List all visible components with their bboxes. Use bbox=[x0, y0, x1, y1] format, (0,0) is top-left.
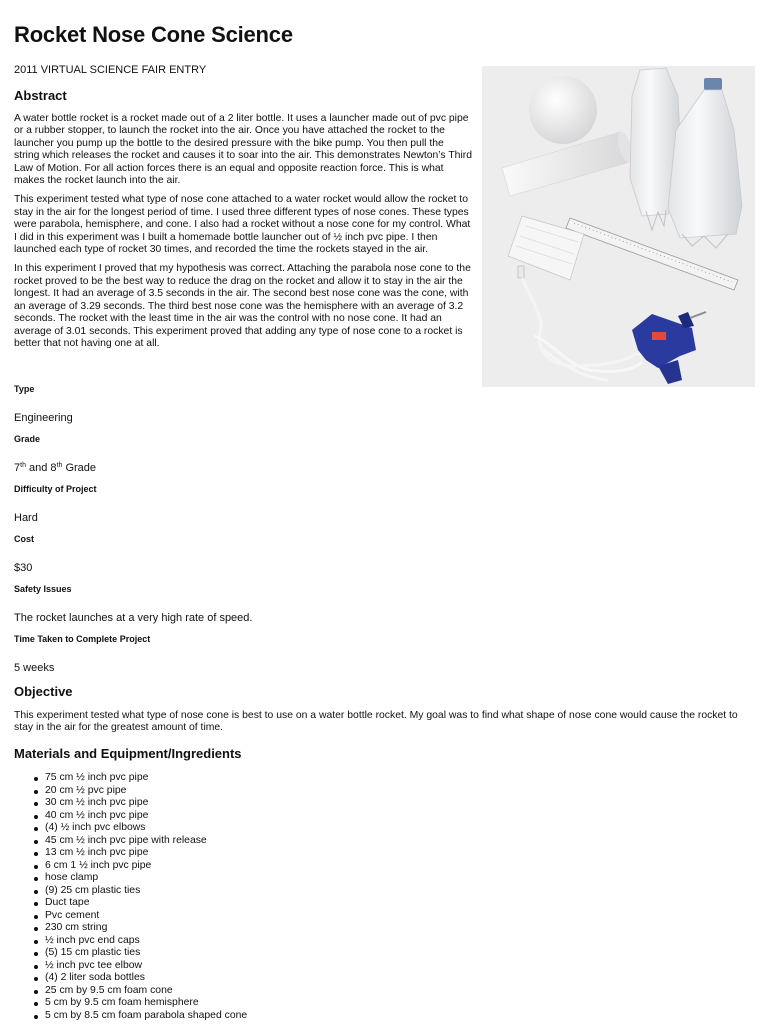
list-item: 13 cm ½ inch pvc pipe bbox=[45, 847, 247, 860]
time-value: 5 weeks bbox=[14, 662, 55, 674]
list-item: 45 cm ½ inch pvc pipe with release bbox=[45, 835, 247, 848]
list-item: (4) 2 liter soda bottles bbox=[45, 972, 247, 985]
grade-suffix: Grade bbox=[62, 462, 97, 474]
materials-list bbox=[14, 772, 247, 1022]
foam-sphere bbox=[529, 76, 597, 144]
grade-label: Grade bbox=[14, 434, 41, 444]
list-item: 40 cm ½ inch pvc pipe bbox=[45, 810, 247, 823]
cost-value: $30 bbox=[14, 562, 33, 574]
grade-value bbox=[14, 446, 714, 482]
list-item: 20 cm ½ pvc pipe bbox=[45, 785, 247, 798]
grade-a-suffix: th bbox=[20, 462, 26, 469]
abstract-body bbox=[14, 113, 472, 357]
list-item: 5 cm by 8.5 cm foam parabola shaped cone bbox=[45, 1009, 248, 1021]
list-item: 5 cm by 9.5 cm foam hemisphere bbox=[45, 997, 247, 1010]
list-item: 6 cm 1 ½ inch pvc pipe bbox=[45, 860, 247, 873]
cost-label: Cost bbox=[14, 534, 34, 544]
list-item: (4) ½ inch pvc elbows bbox=[45, 822, 247, 835]
list-item: ½ inch pvc tee elbow bbox=[45, 960, 247, 973]
grade-a: 7 bbox=[14, 462, 21, 474]
safety-value: The rocket launches at a very high rate of speed. bbox=[14, 612, 253, 624]
materials-heading: Materials and Equipment/Ingredients bbox=[14, 746, 242, 761]
difficulty-value: Hard bbox=[14, 512, 38, 524]
entry-label: 2011 VIRTUAL SCIENCE FAIR ENTRY bbox=[14, 64, 207, 76]
safety-label: Safety Issues bbox=[14, 584, 72, 594]
grade-b-suffix: th bbox=[56, 462, 63, 469]
materials-photo-illustration bbox=[482, 66, 755, 387]
time-label: Time Taken to Complete Project bbox=[14, 634, 151, 644]
page-title: Rocket Nose Cone Science bbox=[14, 22, 293, 47]
objective-text: This experiment tested what type of nose cone is best to use on a water bottle rocket. My goal was to find what shape of nose cone would cause the rocket to stay in the air for the greatest amount of time. bbox=[14, 710, 738, 734]
project-details bbox=[14, 382, 714, 682]
list-item: Pvc cement bbox=[45, 910, 247, 923]
difficulty-label: Difficulty of Project bbox=[14, 484, 97, 494]
list-item: 230 cm string bbox=[45, 922, 247, 935]
objective-heading: Objective bbox=[14, 684, 73, 699]
project-photo bbox=[482, 66, 755, 387]
abstract-heading: Abstract bbox=[14, 88, 67, 103]
list-item: (5) 15 cm plastic ties bbox=[45, 947, 247, 960]
list-item: (9) 25 cm plastic ties bbox=[45, 885, 247, 898]
abstract-paragraph: A water bottle rocket is a rocket made out of a 2 liter bottle. It uses a launcher made out of pvc pipe or a rubber stopper, to launch the rocket into the air. Once you have attached the rocket to the launcher you pump up the bottle to the desired pressure with the bike pump. You then pull the string which releases the rocket and causes it to soar into the air. This demonstrates Newton’s Third Law of Motion. For all action forces there is an equal and opposite reaction force. This is what makes the rocket launch into the air. bbox=[14, 113, 472, 187]
list-item: 75 cm ½ inch pvc pipe bbox=[45, 772, 247, 785]
abstract-paragraph: This experiment tested what type of nose cone attached to a water rocket would allow the rocket to stay in the air for the longest period of time. I used three different types of nose cones. These types were parabola, hemisphere, and cone. I also had a rocket without a nose cone for my control. What I did in this experiment was I built a homemade bottle launcher out of ½ inch pvc pipe. I then launched each type of rocket 30 times, and recorded the time the rockets stayed in the air. bbox=[14, 194, 471, 256]
list-item: 25 cm by 9.5 cm foam cone bbox=[45, 985, 247, 998]
grade-and: and 8 bbox=[25, 462, 57, 474]
list-item: Duct tape bbox=[45, 897, 247, 910]
type-label: Type bbox=[14, 384, 35, 394]
list-item: hose clamp bbox=[45, 872, 247, 885]
list-item: 30 cm ½ inch pvc pipe bbox=[45, 797, 247, 810]
abstract-paragraph: In this experiment I proved that my hypothesis was correct. Attaching the parabola nose cone to the rocket proved to be the best way to reduce the drag on the rocket and allow it to stay in the air the longest. It had an average of 3.5 seconds in the air. The second best nose cone was the cone, with an average of 3.29 seconds. The third best nose cone was the hemisphere with an average of 3.2 seconds. The rocket with the least time in the air was the control with no nose cone. It had an average of 3.01 seconds. This experiment proved that adding any type of nose cone to a rocket is better that not having one at all. bbox=[14, 263, 471, 349]
type-value: Engineering bbox=[14, 412, 73, 424]
list-item: ½ inch pvc end caps bbox=[45, 935, 247, 948]
